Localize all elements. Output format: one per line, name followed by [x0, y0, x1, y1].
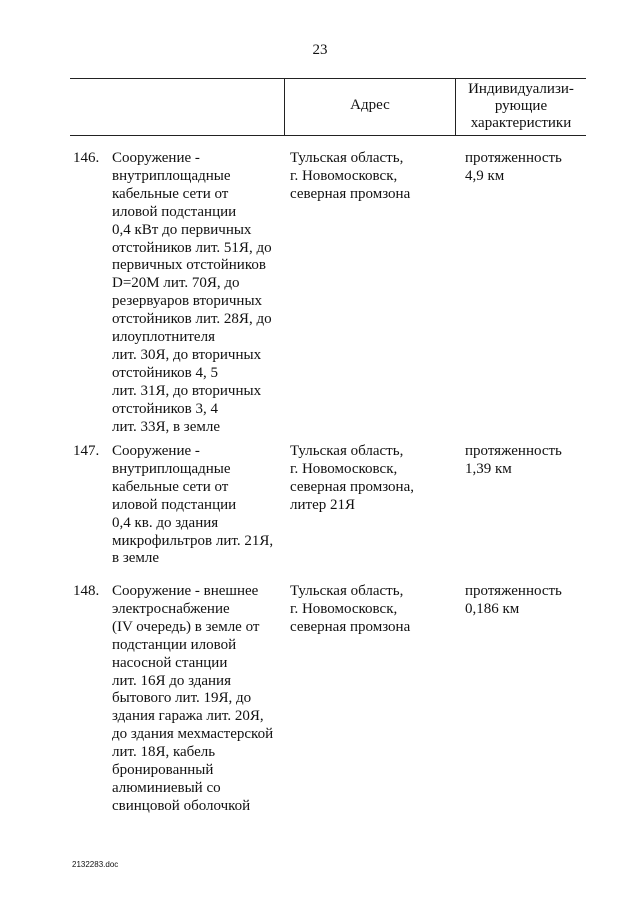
- row-name: [112, 150, 282, 437]
- page-number: 23: [312, 42, 328, 58]
- row-characteristics: [465, 443, 595, 479]
- row-name-line: отстойников 3, 4: [112, 400, 218, 417]
- row-name-line: отстойников лит. 51Я, до: [112, 239, 272, 256]
- row-name-line: здания гаража лит. 20Я,: [112, 708, 264, 725]
- row-number: 147.: [73, 443, 100, 459]
- row-name-line: лит. 16Я до здания: [112, 672, 231, 689]
- row-name-line: Сооружение -: [112, 443, 200, 459]
- row-name-line: свинцовой оболочкой: [112, 797, 251, 814]
- header-characteristics-line: рующие: [494, 98, 548, 114]
- row-name-line: электроснабжение: [112, 600, 230, 617]
- row-address-line: северная промзона: [290, 618, 411, 635]
- row-address-line: Тульская область,: [290, 443, 404, 459]
- row-name-line: (IV очередь) в земле от: [112, 618, 260, 635]
- row-address-line: литер 21Я: [290, 496, 355, 513]
- row-name-line: подстанции иловой: [112, 636, 237, 653]
- row-name-line: отстойников лит. 28Я, до: [112, 311, 272, 328]
- row-characteristics-line: 1,39 км: [465, 460, 512, 477]
- row-address: [290, 583, 455, 637]
- row-number: 148.: [73, 583, 100, 599]
- row-name-line: лит. 30Я, до вторичных: [112, 346, 262, 363]
- header-characteristics-line: Индивидуализи-: [468, 81, 574, 97]
- row-name-line: лит. 33Я, в земле: [112, 418, 220, 435]
- row-name-line: резервуаров вторичных: [112, 293, 263, 310]
- row-number: 146.: [73, 150, 100, 166]
- row-name-line: бытового лит. 19Я, до: [112, 690, 252, 707]
- row-name-line: D=20М лит. 70Я, до: [112, 275, 240, 292]
- row-name-line: отстойников 4, 5: [112, 364, 218, 381]
- table-header: [70, 78, 586, 136]
- header-characteristics-line: характеристики: [470, 115, 572, 131]
- header-characteristics: [456, 81, 586, 132]
- row-name-line: лит. 18Я, кабель: [112, 744, 216, 761]
- row-name-line: илоуплотнителя: [112, 329, 215, 346]
- row-name-line: иловой подстанции: [112, 203, 237, 220]
- row-address-line: г. Новомосковск,: [290, 460, 398, 477]
- row-characteristics-line: протяженность: [465, 150, 562, 166]
- row-address-line: г. Новомосковск,: [290, 167, 398, 184]
- row-address-line: Тульская область,: [290, 150, 404, 166]
- row-name-line: кабельные сети от: [112, 185, 229, 202]
- row-characteristics: [465, 583, 595, 619]
- row-address: [290, 443, 455, 515]
- header-address: Адрес: [350, 97, 390, 113]
- row-name-line: внутриплощадные: [112, 167, 231, 184]
- row-name-line: микрофильтров лит. 21Я,: [112, 532, 274, 549]
- row-name-line: бронированный: [112, 762, 214, 779]
- row-name-line: иловой подстанции: [112, 496, 237, 513]
- row-characteristics-line: протяженность: [465, 443, 562, 459]
- row-name-line: Сооружение -: [112, 150, 200, 166]
- row-name-line: Сооружение - внешнее: [112, 583, 259, 599]
- row-name-line: кабельные сети от: [112, 478, 229, 495]
- row-name: [112, 583, 282, 816]
- row-characteristics: [465, 150, 595, 186]
- row-characteristics-line: 0,186 км: [465, 600, 520, 617]
- row-address-line: Тульская область,: [290, 583, 404, 599]
- row-name: [112, 443, 282, 568]
- row-name-line: лит. 31Я, до вторичных: [112, 382, 262, 399]
- row-name-line: внутриплощадные: [112, 460, 231, 477]
- row-characteristics-line: 4,9 км: [465, 167, 505, 184]
- row-name-line: 0,4 кВт до первичных: [112, 221, 252, 238]
- row-address-line: северная промзона: [290, 185, 411, 202]
- row-name-line: первичных отстойников: [112, 257, 266, 274]
- row-address-line: северная промзона,: [290, 478, 414, 495]
- row-name-line: алюминиевый со: [112, 779, 221, 796]
- row-characteristics-line: протяженность: [465, 583, 562, 599]
- row-address-line: г. Новомосковск,: [290, 600, 398, 617]
- file-name: 2132283.doc: [72, 860, 119, 869]
- row-name-line: насосной станции: [112, 654, 228, 671]
- row-name-line: 0,4 кв. до здания: [112, 514, 219, 531]
- row-name-line: в земле: [112, 550, 160, 567]
- row-name-line: до здания мехмастерской: [112, 726, 274, 743]
- row-address: [290, 150, 455, 204]
